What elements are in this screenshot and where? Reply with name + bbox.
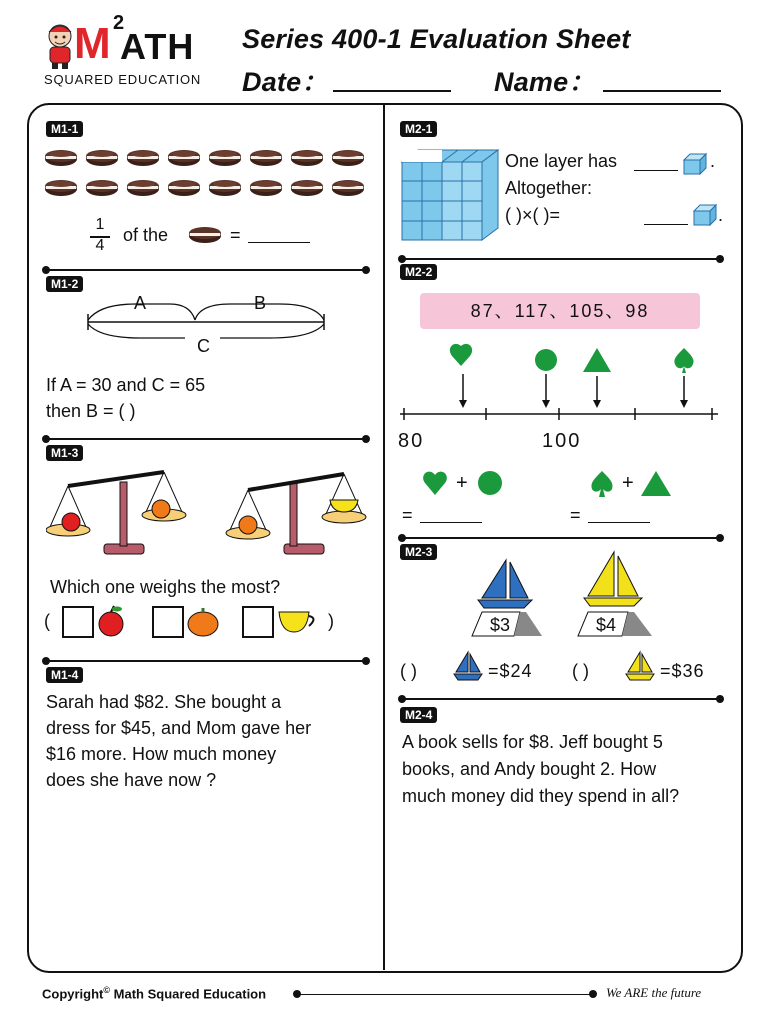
sheet-title: Series 400-1 Evaluation Sheet (242, 24, 631, 54)
blue-sailboat-small-icon (452, 650, 486, 684)
tag-m2-3: M2-3 (400, 544, 437, 560)
cookie-icon (188, 225, 222, 245)
tick-label-100: 100 (542, 430, 582, 452)
cube-icon (692, 203, 718, 227)
of-the-text: of the (123, 225, 169, 245)
label-a: A (134, 293, 147, 313)
m2-4-line: A book sells for $8. Jeff bought 5 (402, 732, 663, 752)
column-divider (383, 104, 385, 970)
name-label: Name： (494, 67, 596, 97)
m1-3-question: Which one weighs the most? (50, 577, 281, 597)
equals-sign: = (230, 225, 241, 245)
heart-icon (421, 469, 449, 497)
date-label: Date： (242, 67, 329, 97)
teacup-icon (276, 606, 320, 638)
tag-m2-2: M2-2 (400, 264, 437, 280)
footer-copyright (42, 985, 266, 1001)
open-paren: ( (44, 611, 50, 631)
m1-2-line1: If A = 30 and C = 65 (46, 375, 206, 395)
tag-m1-1: M1-1 (46, 121, 83, 137)
price-tag-yellow: $4 (596, 615, 617, 635)
answer-blank-m1-1[interactable] (248, 242, 310, 243)
m1-2-line2: then B = ( ) (46, 401, 136, 421)
answer-box-cup[interactable] (242, 606, 274, 638)
label-b: B (254, 293, 267, 313)
copyright-word: Copyright (42, 986, 104, 1002)
period: . (710, 151, 716, 171)
logo-subtitle: SQUARED EDUCATION (44, 72, 202, 87)
balance-scales-icon (46, 462, 376, 562)
blue-total: =$24 (488, 661, 533, 681)
logo-ath: ATH (120, 26, 195, 67)
m2-4-line: books, and Andy bought 2. How (402, 759, 657, 779)
fraction-denominator: 4 (95, 237, 105, 254)
plus-sign: + (456, 472, 468, 494)
label-c: C (197, 336, 210, 356)
yellow-total: =$36 (660, 661, 705, 681)
logo-m: M (74, 19, 111, 68)
close-paren: ) (328, 611, 334, 631)
footer-rule (297, 994, 593, 995)
separator (46, 438, 366, 440)
logo-sup: 2 (113, 12, 125, 34)
plus-sign: + (622, 472, 634, 494)
tag-m2-4: M2-4 (400, 707, 437, 723)
tag-m2-1: M2-1 (400, 121, 437, 137)
equals-sign: = (402, 505, 413, 525)
apple-icon (96, 604, 126, 638)
answer-blank-layer[interactable] (634, 170, 678, 171)
answer-box-orange[interactable] (152, 606, 184, 638)
answer-blank-spade-triangle[interactable] (588, 522, 650, 523)
answer-box-apple[interactable] (62, 606, 94, 638)
m2-4-line: much money did they spend in all? (402, 786, 680, 806)
answer-blank-heart-circle[interactable] (420, 522, 482, 523)
cube-stack-icon (398, 146, 500, 242)
period: . (718, 205, 724, 225)
fraction-numerator: 1 (95, 216, 105, 233)
tick-label-80: 80 (398, 430, 425, 452)
m1-4-line: dress for $45, and Mom gave her (46, 718, 312, 738)
date-field[interactable] (333, 90, 451, 92)
cube-icon (682, 152, 708, 176)
altogether-text: Altogether: (505, 178, 593, 198)
tag-m1-2: M1-2 (46, 276, 83, 292)
footer-slogan: We ARE the future (606, 985, 702, 1000)
answer-blank-total[interactable] (644, 224, 688, 225)
separator (402, 258, 720, 260)
company-name: Math Squared Education (113, 986, 267, 1002)
separator (46, 660, 366, 662)
multiply-expression: ( )×( )= (505, 205, 561, 225)
separator (402, 537, 720, 539)
separator (46, 269, 366, 271)
copyright-symbol: © (103, 985, 111, 995)
name-field[interactable] (603, 90, 721, 92)
orange-icon (186, 604, 220, 638)
m1-4-line: does she have now ? (46, 770, 217, 790)
yellow-sailboat-icon (576, 550, 660, 640)
price-tag-blue: $3 (490, 615, 511, 635)
equals-sign: = (570, 505, 581, 525)
tag-m1-4: M1-4 (46, 667, 83, 683)
tag-m1-3: M1-3 (46, 445, 83, 461)
one-layer-text: One layer has (505, 151, 618, 171)
m1-4-line: Sarah had $82. She bought a (46, 692, 282, 712)
triangle-icon (640, 470, 672, 498)
logo (40, 12, 205, 93)
yellow-sailboat-small-icon (624, 650, 658, 684)
blank-blue-count: ( ) (400, 661, 417, 681)
number-line (396, 342, 726, 432)
spade-icon (588, 469, 616, 499)
m1-4-line: $16 more. How much money (46, 744, 277, 764)
blank-yellow-count: ( ) (572, 661, 589, 681)
cookies-icon (44, 148, 374, 204)
number-set: 87、117、105、98 (420, 293, 700, 329)
separator (402, 698, 720, 700)
circle-icon (477, 470, 505, 498)
